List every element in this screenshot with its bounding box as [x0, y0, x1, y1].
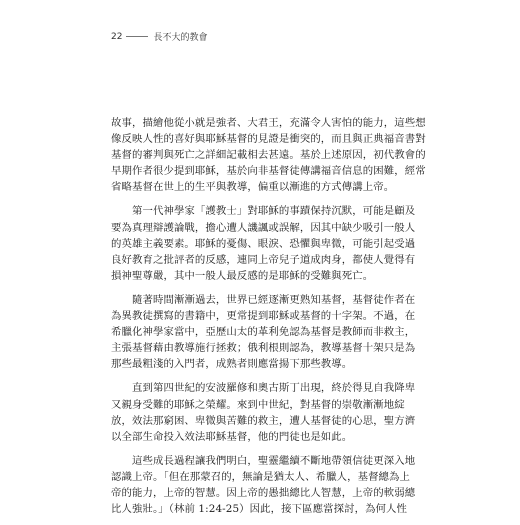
text-line: 故事，描繪他從小就是強者、大君王，充滿令人害怕的能力，這些想	[111, 117, 426, 129]
text-line: 基督的審判與死亡之詳細記載相去甚遠。基於上述原因，初代教會的	[111, 149, 426, 162]
text-line: 隨著時間漸漸過去，世界已經逐漸更熟知基督，基督徒作者在	[132, 293, 416, 306]
page-number: 22	[111, 31, 123, 42]
paragraph	[111, 380, 416, 444]
text-line: 的英雄主義要素。耶穌的憂傷、眼淚、恐懼與卑微，可能引起受過	[111, 237, 416, 250]
text-line: 那些最粗淺的入門者，成熟者則應當揚下那些教導。	[111, 358, 353, 371]
body-text	[111, 115, 426, 525]
text-line: 像反映人性的喜好與耶穌基督的見證是衝突的，而且與正典福音書對	[111, 133, 426, 146]
header-rule	[126, 36, 148, 37]
book-title: 長不大的教會	[153, 33, 208, 43]
text-line: 認識上帝。「但在那蒙召的，無論是猶太人、希臘人，基督總為上	[111, 470, 411, 483]
text-line: 良好教育之批評者的反感，連同上帝兒子道成肉身，都使人覺得有	[111, 253, 416, 266]
text-line: 比人強壯。」（林前 1:24-25）因此，接下區應當探討，為何人性	[111, 503, 408, 516]
text-line: 早期作者很少提到耶穌，基於向非基督徒傳講福音信息的困難，經常	[111, 165, 426, 178]
text-line: 這些成長過程讓我們明白，聖靈繼續不斷地帶領信徒更深入地	[132, 454, 416, 467]
text-line: 主張基督藉由教導施行拯救；俄利根則認為，教導基督十架只是為	[111, 342, 416, 355]
text-line: 又親身受難的耶穌之榮耀。來到中世紀，對基督的崇敬漸漸地綻	[111, 398, 405, 411]
text-line: 帝的能力，上帝的智慧。因上帝的愚拙總比人智慧，上帝的軟弱總	[111, 486, 416, 499]
text-line: 放，效法那窮困、卑微與苦難的救主，遭人基督徒的心思，聖方濟	[111, 414, 416, 427]
text-line: 希臘化神學家當中，亞歷山太的革利免認為基督是教師而非救主，	[111, 326, 416, 339]
paragraph	[111, 115, 426, 195]
text-line: 要為真理辯護論戰，擔心遭人譏諷或誤解，因其中缺少吸引一般人	[111, 221, 416, 234]
text-line: 以全部生命投入效法耶穌基督，他的門徒也是如此。	[111, 430, 353, 443]
text-line: 損神聖尊嚴，其中一般人最反感的是耶穌的受難與死亡。	[111, 269, 374, 282]
paragraph	[111, 292, 416, 372]
text-line: 省略基督在世上的生平與教導，偏重以漸進的方式傳講上帝。	[111, 181, 395, 194]
paragraph	[111, 203, 416, 283]
running-header	[111, 30, 207, 43]
text-line: 第一代神學家「護教士」對耶穌的事蹟保持沉默，可能是顧及	[132, 205, 416, 218]
text-line: 為異教徒撰寫的書籍中，更常提到耶穌或基督的十字架。不過，在	[111, 310, 416, 323]
paragraph	[111, 453, 416, 517]
text-line: 直到第四世紀的安波羅修和奧古斯丁出現，終於得見自我降卑	[132, 382, 416, 395]
